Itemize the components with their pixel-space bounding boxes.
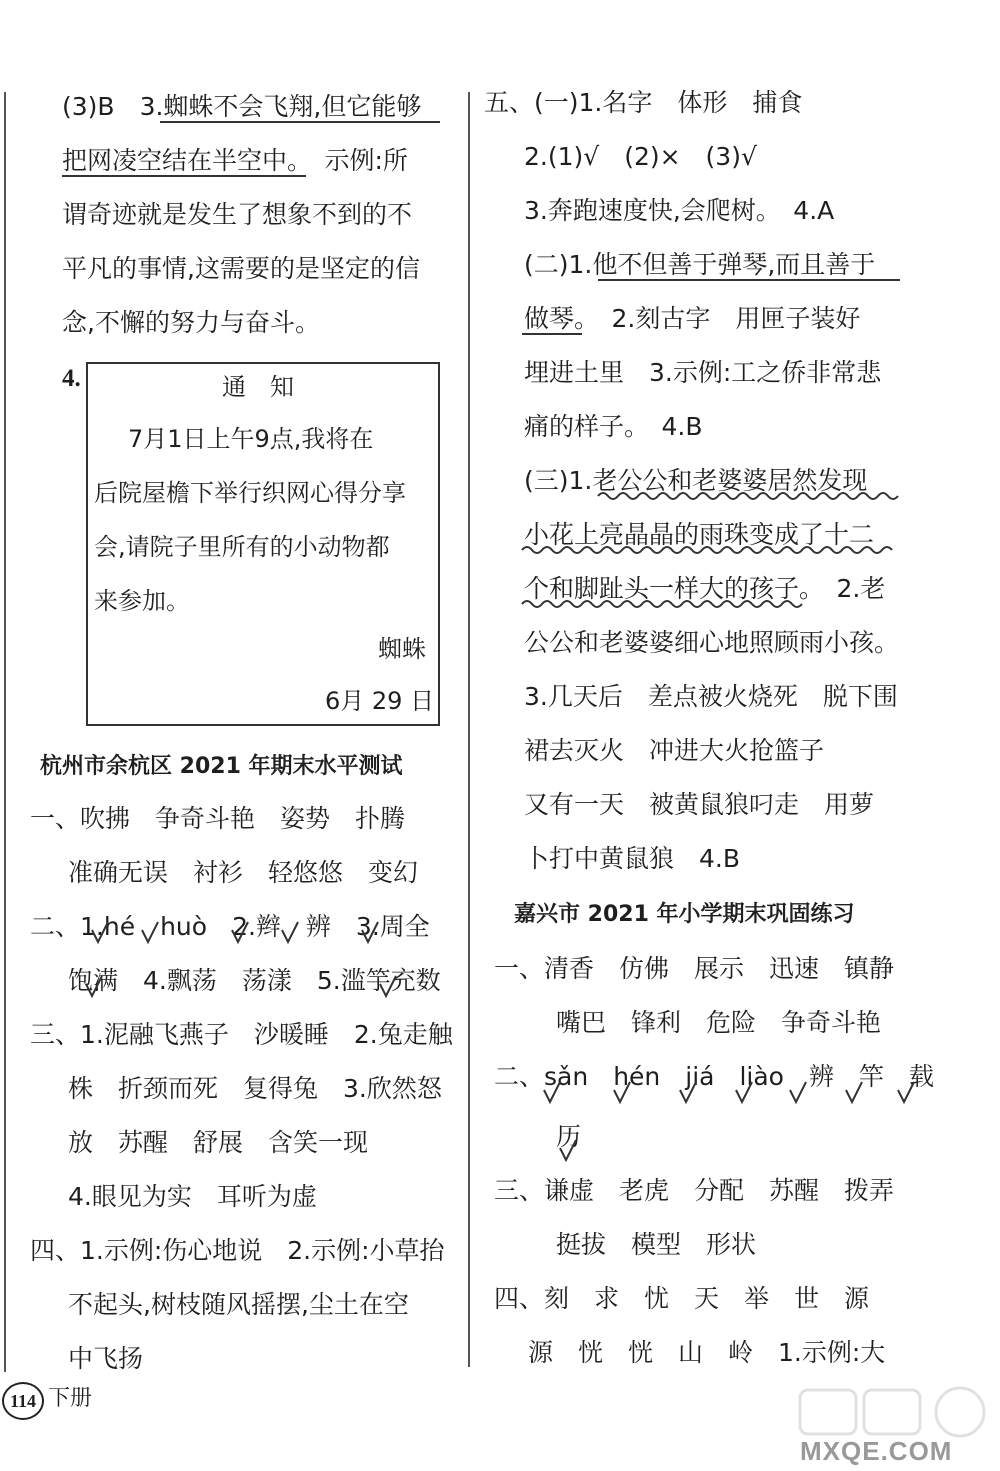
section-title-hangzhou: 杭州市余杭区 2021 年期末水平测试 [40, 754, 403, 779]
answer-line: (3)B 3.蜘蛛不会飞翔,但它能够 [62, 92, 422, 121]
answer-line: (三)1.老公公和老婆婆居然发现 [524, 466, 868, 495]
answer-line: 小花上亮晶晶的雨珠变成了十二 [524, 520, 875, 549]
check-mark [736, 1082, 752, 1102]
answer-line: 二、1.hé huò 2.辫 辨 3.周全 [30, 912, 430, 941]
notice-signer: 蜘蛛 [378, 635, 426, 663]
section-title-jiaxing: 嘉兴市 2021 年小学期末巩固练习 [514, 902, 855, 927]
check-mark [898, 1082, 914, 1102]
answer-line: 源 恍 恍 山 岭 1.示例:大 [528, 1338, 886, 1367]
answer-line: 一、清香 仿佛 展示 迅速 镇静 [494, 954, 895, 983]
answer-line: 个和脚趾头一样大的孩子。 2.老 [524, 574, 886, 603]
answer-line: 痛的样子。 4.B [524, 412, 703, 441]
answer-line: 念,不懈的努力与奋斗。 [62, 308, 320, 337]
answer-line: 做琴。 2.刻古字 用匣子装好 [524, 304, 861, 333]
check-mark [544, 1082, 560, 1102]
check-mark [142, 922, 158, 942]
volume-label: 下册 [48, 1386, 93, 1411]
check-mark [232, 922, 248, 942]
wavy-underline [522, 547, 892, 553]
check-mark [86, 976, 102, 996]
answer-line: (二)1.他不但善于弹琴,而且善于 [524, 250, 876, 279]
answer-line: 历 [556, 1122, 582, 1151]
answer-line: 中飞扬 [68, 1344, 144, 1373]
answer-line: 准确无误 衬衫 轻悠悠 变幻 [68, 858, 419, 887]
answer-line: 3.奔跑速度快,会爬树。 4.A [524, 196, 835, 225]
answer-line: 五、(一)1.名字 体形 捕食 [484, 88, 803, 117]
answer-line: 二、sǎn hén jiá liào 辨 竿 载 [494, 1062, 934, 1091]
answer-line: 株 折颈而死 复得兔 3.欣然怒 [68, 1074, 442, 1103]
answer-line: 不起头,树枝随风摇摆,尘土在空 [68, 1290, 409, 1319]
notice-date: 6月 29 日 [325, 687, 435, 715]
answer-line: 平凡的事情,这需要的是坚定的信 [62, 254, 420, 283]
check-mark [362, 922, 378, 942]
answer-line: 一、吹拂 争奇斗艳 姿势 扑腾 [30, 804, 406, 833]
answer-line: 裙去灭火 冲进大火抢篮子 [524, 736, 825, 765]
wavy-underline [598, 493, 898, 499]
check-mark [846, 1082, 862, 1102]
answer-line: 4.眼见为实 耳听为虚 [68, 1182, 317, 1211]
answer-line: 埋进土里 3.示例:工之侨非常悲 [524, 358, 882, 387]
check-mark [380, 976, 396, 996]
answer-line: 把网凌空结在半空中。 示例:所 [62, 146, 408, 175]
notice-title: 通 知 [222, 373, 294, 401]
check-mark [282, 922, 298, 942]
check-mark [560, 1140, 576, 1160]
annotation-marks-right [470, 0, 1000, 1471]
answer-line: 三、1.泥融飞燕子 沙暖睡 2.兔走触 [30, 1020, 453, 1049]
notice-body-line: 来参加。 [94, 587, 190, 615]
answer-line: 放 苏醒 舒展 含笑一现 [68, 1128, 369, 1157]
check-mark [790, 1082, 806, 1102]
notice-body-line: 7月1日上午9点,我将在 [104, 425, 374, 453]
wavy-underline [522, 601, 802, 607]
answer-line: 公公和老婆婆细心地照顾雨小孩。 [524, 628, 900, 657]
answer-line: 嘴巴 锋利 危险 争奇斗艳 [556, 1008, 882, 1037]
answer-line: 挺拔 模型 形状 [556, 1230, 757, 1259]
check-mark [614, 1082, 630, 1102]
answer-line: 3.几天后 差点被火烧死 脱下围 [524, 682, 898, 711]
answer-line: 四、刻 求 忧 天 举 世 源 [494, 1284, 870, 1313]
answer-line: 又有一天 被黄鼠狼叼走 用萝 [524, 790, 875, 819]
check-mark [92, 922, 108, 942]
check-mark [680, 1082, 696, 1102]
answer-line: 四、1.示例:伤心地说 2.示例:小草抬 [30, 1236, 445, 1265]
answer-line: 谓奇迹就是发生了想象不到的不 [62, 200, 413, 229]
notice-body-line: 会,请院子里所有的小动物都 [94, 533, 390, 561]
annotation-marks-left [0, 0, 470, 400]
notice-label: 4. [62, 365, 81, 392]
watermark-url: MXQE.COM [800, 1436, 953, 1466]
answer-line: 三、谦虚 老虎 分配 苏醒 拨弄 [494, 1176, 895, 1205]
answer-line: 2.(1)√ (2)× (3)√ [524, 142, 757, 171]
notice-body-line: 后院屋檐下举行织网心得分享 [94, 479, 406, 507]
page-number-badge: 114 [2, 1382, 44, 1420]
answer-line: 卜打中黄鼠狼 4.B [524, 844, 741, 873]
answer-line: 饱满 4.飘荡 荡漾 5.滥竽充数 [68, 966, 441, 995]
